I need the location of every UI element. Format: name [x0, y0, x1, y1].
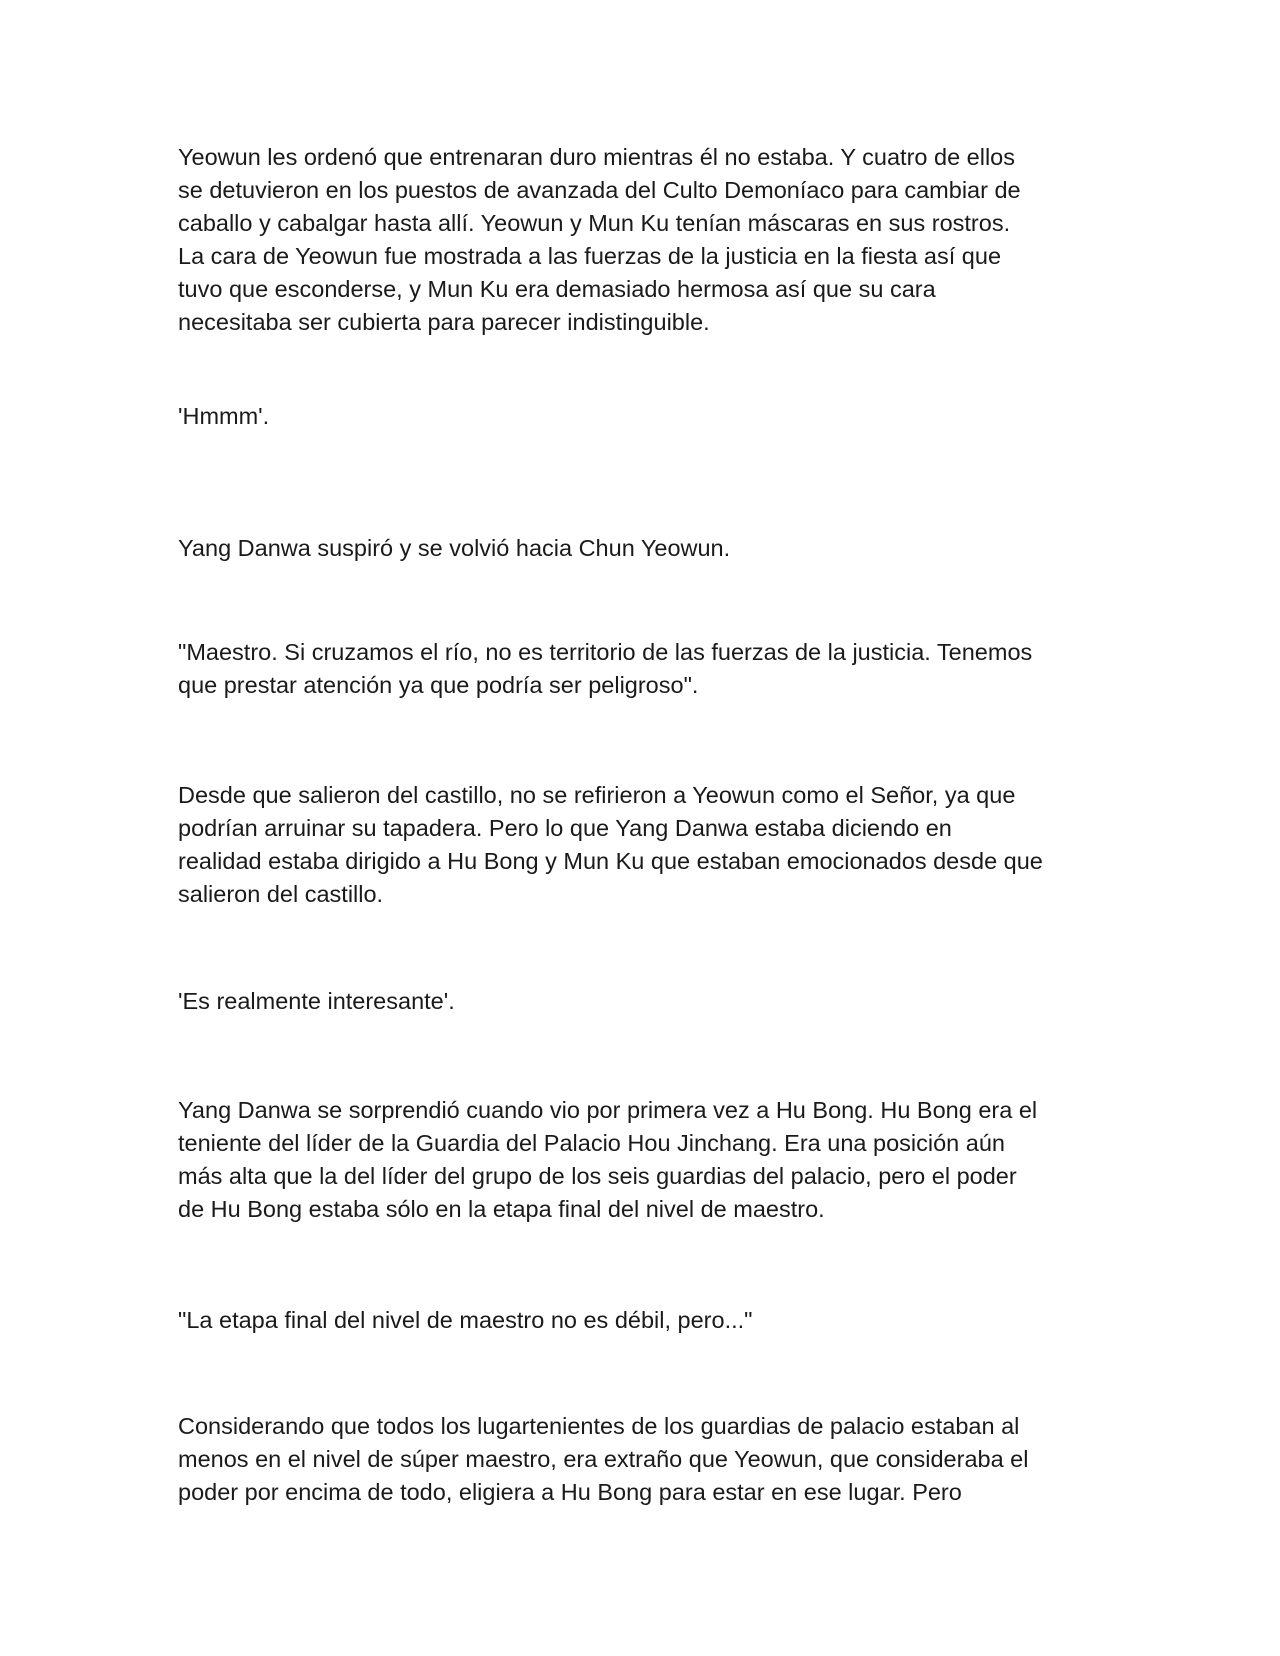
paragraph: Desde que salieron del castillo, no se refirieron a Yeowun como el Señor, ya que podrían arruinar su tapadera. Pero lo que Yang Danwa estaba diciendo en realidad estaba dirigido a Hu Bong y Mun Ku que estaban emocionados desde que salieron del castillo. [178, 782, 1043, 907]
paragraph: Yang Danwa suspiró y se volvió hacia Chun Yeowun. [178, 535, 731, 561]
paragraph: 'Es realmente interesante'. [178, 988, 455, 1014]
paragraph: Yang Danwa se sorprendió cuando vio por primera vez a Hu Bong. Hu Bong era el teniente del líder de la Guardia del Palacio Hou Jinchang. Era una posición aún más alta que la del líder del grupo de los seis guardias del palacio, pero el poder de Hu Bong estaba sólo en la etapa final del nivel de maestro. [178, 1097, 1038, 1222]
paragraph: Yeowun les ordenó que entrenaran duro mientras él no estaba. Y cuatro de ellos se detuvieron en los puestos de avanzada del Culto Demoníaco para cambiar de caballo y cabalgar hasta allí. Yeowun y Mun Ku tenían máscaras en sus rostros. La cara de Yeowun fue mostrada a las fuerzas de la justicia en la fiesta así que tuvo que esconderse, y Mun Ku era demasiado hermosa así que su cara necesitaba ser cubierta para parecer indistinguible. [178, 144, 1021, 335]
paragraph: "La etapa final del nivel de maestro no es débil, pero..." [178, 1307, 753, 1333]
paragraph: 'Hmmm'. [178, 403, 270, 429]
paragraph: "Maestro. Si cruzamos el río, no es territorio de las fuerzas de la justicia. Tenemos que prestar atención ya que podría ser peligroso". [178, 639, 1033, 698]
paragraph: Considerando que todos los lugartenientes de los guardias de palacio estaban al menos en el nivel de súper maestro, era extraño que Yeowun, que consideraba el poder por encima de todo, eligiera a Hu Bong para estar en ese lugar. Pero [178, 1413, 1029, 1505]
